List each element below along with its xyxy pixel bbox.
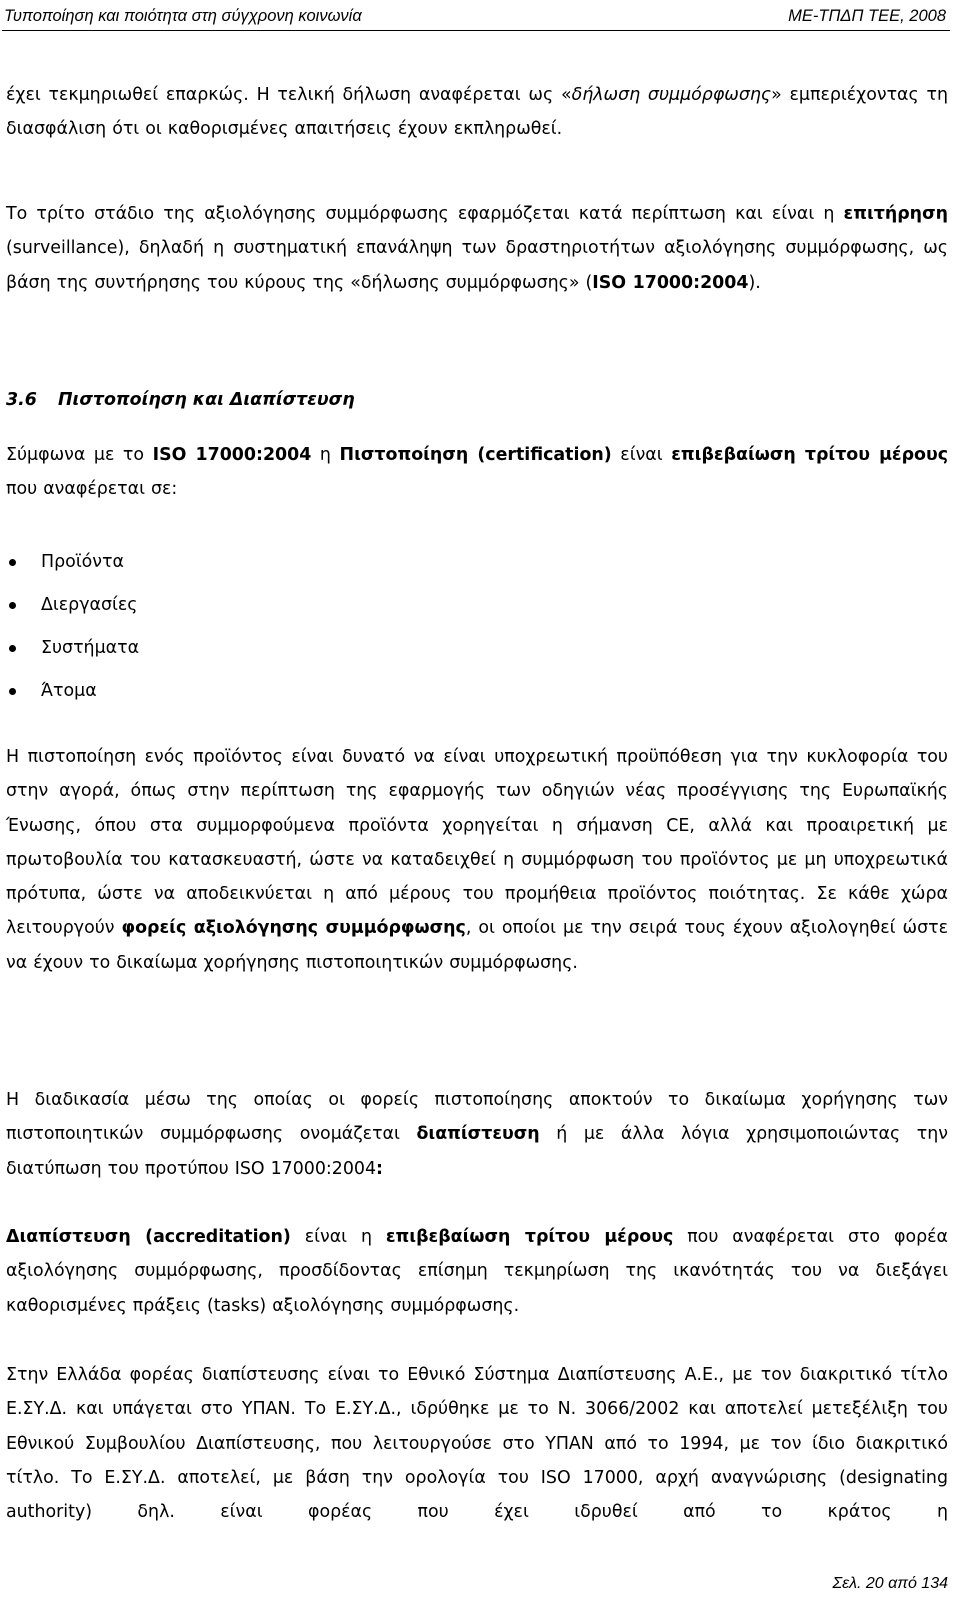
paragraph-surveillance: Το τρίτο στάδιο της αξιολόγησης συμμόρφωσης εφαρμόζεται κατά περίπτωση και είναι η επιτήρηση (surveillance), δηλαδή η συστηματική επανάληψη των δραστηριοτήτων αξιολόγησης συμμόρφωσης, ως βάση της συντήρησης του κύρους της «δήλωσης συμμόρφωσης» (ISO 17000:2004). [6, 204, 948, 293]
list-item: Διεργασίες [6, 584, 948, 627]
section-number: 3.6 [6, 390, 37, 410]
section-title: Πιστοποίηση και Διαπίστευση [58, 390, 355, 410]
paragraph-declaration: έχει τεκμηριωθεί επαρκώς. Η τελική δήλωση αναφέρεται ως «δήλωση συμμόρφωσης» εμπεριέχοντας τη διασφάλιση ότι οι καθορισμένες απαιτήσεις έχουν εκπληρωθεί. [6, 85, 948, 140]
paragraph-esyd: Στην Ελλάδα φορέας διαπίστευσης είναι το Εθνικό Σύστημα Διαπίστευσης Α.Ε., με τον διακριτικό τίτλο Ε.ΣΥ.Δ. και υπάγεται στο ΥΠΑΝ. Το Ε.ΣΥ.Δ., ιδρύθηκε με το Ν. 3066/2002 και αποτελεί μετεξέλιξη του Εθνικού Συμβουλίου Διαπίστευσης, που λειτουργούσε στο ΥΠΑΝ από το 1994, με τον ίδιο διακριτικό τίτλο. Το Ε.ΣΥ.Δ. αποτελεί, με βάση την ορολογία του ISO 17000, αρχή αναγνώρισης (designating authority) δηλ. είναι φορέας που έχει ιδρυθεί από το κράτος η [6, 1365, 948, 1523]
header-publisher: ΜΕ-ΤΠΔΠ ΤΕΕ, 2008 [788, 7, 946, 25]
page-number: Σελ. 20 από 134 [832, 1575, 948, 1592]
paragraph-accreditation-process: Η διαδικασία μέσω της οποίας οι φορείς πιστοποίησης αποκτούν το δικαίωμα χορήγησης των πιστοποιητικών συμμόρφωσης ονομάζεται διαπίστευση ή με άλλα λόγια χρησιμοποιώντας την διατύπωση του προτύπου ISO 17000:2004: [6, 1090, 948, 1179]
list-item: Συστήματα [6, 627, 948, 670]
header-title: Τυποποίηση και ποιότητα στη σύγχρονη κοινωνία [4, 7, 362, 25]
paragraph-certification-definition: Σύμφωνα με το ISO 17000:2004 η Πιστοποίηση (certification) είναι επιβεβαίωση τρίτου μέρους που αναφέρεται σε: [6, 445, 949, 500]
list-item: Άτομα [6, 670, 948, 713]
list-item: Προϊόντα [6, 541, 948, 584]
running-header [2, 4, 950, 31]
paragraph-accreditation-definition: Διαπίστευση (accreditation) είναι η επιβεβαίωση τρίτου μέρους που αναφέρεται στο φορέα αξιολόγησης συμμόρφωσης, προσδίδοντας επίσημη τεκμηρίωση της ικανότητάς του να διεξάγει καθορισμένες πράξεις (tasks) αξιολόγησης συμμόρφωσης. [6, 1227, 948, 1316]
paragraph-product-certification: Η πιστοποίηση ενός προϊόντος είναι δυνατό να είναι υποχρεωτική προϋπόθεση για την κυκλοφορία του στην αγορά, όπως στην περίπτωση της εφαρμογής των οδηγιών νέας προσέγγισης της Ευρωπαϊκής Ένωσης, όπου στα συμμορφούμενα προϊόντα χορηγείται η σήμανση CE, αλλά και προαιρετική με πρωτοβουλία του κατασκευαστή, ώστε να καταδειχθεί η συμμόρφωση του προϊόντος με μη υποχρεωτικά πρότυπα, ώστε να αποδεικνύεται η από μέρους του προμήθεια προϊόντος ποιότητας. Σε κάθε χώρα λειτουργούν φορείς αξιολόγησης συμμόρφωσης, οι οποίοι με την σειρά τους έχουν αξιολογηθεί ώστε να έχουν το δικαίωμα χορήγησης πιστοποιητικών συμμόρφωσης. [6, 747, 948, 973]
bullet-list [6, 541, 948, 713]
section-heading [6, 383, 948, 417]
